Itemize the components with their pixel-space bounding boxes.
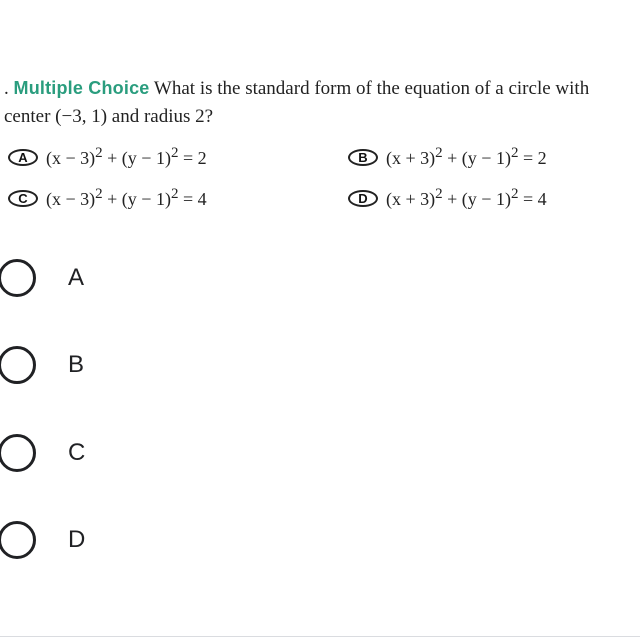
choice-d-formula: $(x + 3)^2 + (y - 1)^2 = 4$ <box>386 186 547 209</box>
radio-button-a[interactable] <box>0 259 36 297</box>
answer-option-b-label[interactable]: B <box>68 351 85 378</box>
choice-c-formula: $(x - 3)^2 + (y - 1)^2 = 4$ <box>46 186 207 209</box>
radio-button-b[interactable] <box>0 346 36 384</box>
answer-option-d-label[interactable]: D <box>68 526 86 553</box>
choice-c-badge: C <box>8 190 38 207</box>
answer-option-a-label[interactable]: A <box>68 264 85 291</box>
bottom-divider <box>0 636 640 637</box>
question-text <box>4 74 634 131</box>
choice-d-badge: D <box>348 190 378 207</box>
question-prompt: What is the standard form of the equation of a circle with center (−3, 1) and radius 2? <box>4 78 590 127</box>
choice-a-badge: A <box>8 149 38 166</box>
choice-c <box>8 183 207 213</box>
radio-button-c[interactable] <box>0 434 36 472</box>
choice-a-formula: $(x - 3)^2 + (y - 1)^2 = 2$ <box>46 145 207 168</box>
question-number-fragment: . <box>4 78 9 99</box>
question-type-tag: Multiple Choice <box>13 78 150 98</box>
answer-option-b[interactable] <box>0 337 640 393</box>
answer-option-c[interactable] <box>0 425 640 481</box>
answer-option-d[interactable] <box>0 512 640 568</box>
answer-option-a[interactable] <box>0 250 640 306</box>
answer-option-c-label[interactable]: C <box>68 439 86 466</box>
choice-b <box>348 142 547 172</box>
choice-b-formula: $(x + 3)^2 + (y - 1)^2 = 2$ <box>386 145 547 168</box>
choice-d <box>348 183 547 213</box>
choice-b-badge: B <box>348 149 378 166</box>
radio-button-d[interactable] <box>0 521 36 559</box>
choice-a <box>8 142 207 172</box>
